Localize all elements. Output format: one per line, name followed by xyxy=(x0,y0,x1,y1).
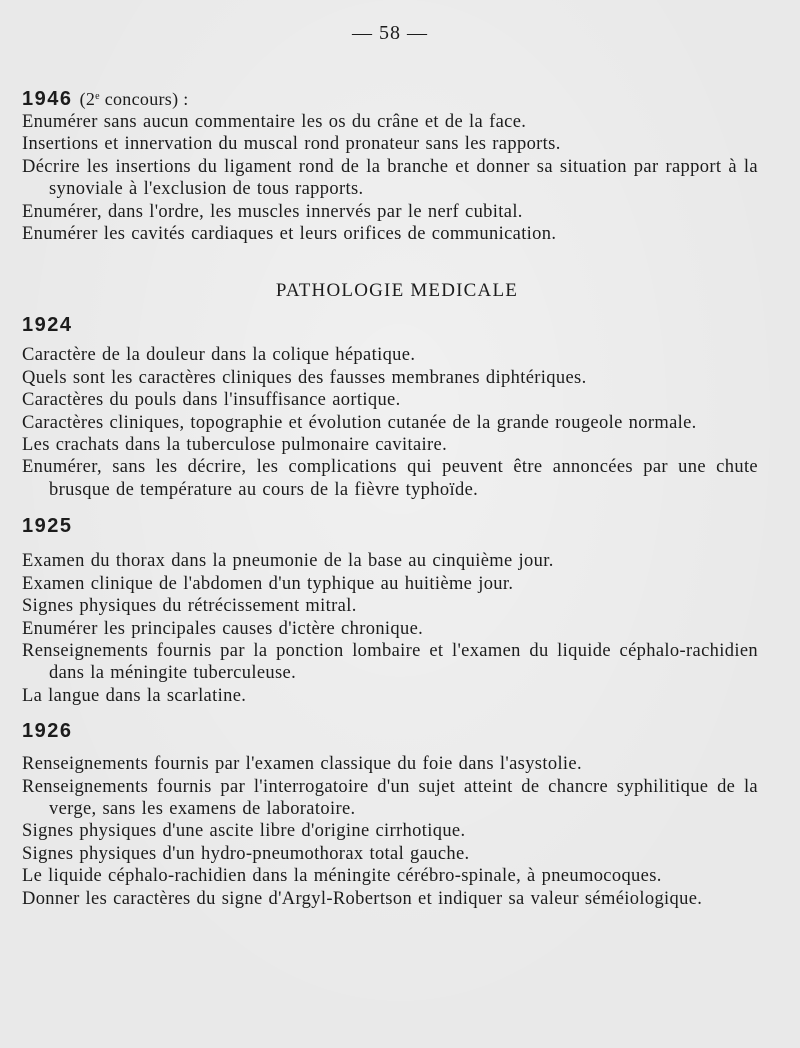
question-item: Caractères du pouls dans l'insuffisance aortique. xyxy=(22,390,401,411)
year-note xyxy=(80,89,189,109)
section-1924 xyxy=(22,313,758,501)
question-item: Examen du thorax dans la pneumonie de la base au cinquième jour. xyxy=(22,551,554,572)
question-item: Signes physiques d'une ascite libre d'origine cirrhotique. xyxy=(22,821,466,842)
year-heading-1946 xyxy=(22,85,758,111)
question-list xyxy=(22,111,758,245)
question-list xyxy=(22,753,758,910)
question-item: Le liquide céphalo-rachidien dans la méningite cérébro-spinale, à pneumocoques. xyxy=(22,866,662,887)
question-item: Examen clinique de l'abdomen d'un typhique au huitième jour. xyxy=(22,573,514,594)
question-item: La langue dans la scarlatine. xyxy=(22,685,247,706)
section-1946 xyxy=(22,85,758,245)
question-item: Enumérer, sans les décrire, les complications qui peuvent être annoncées par une chute brusque de température au cours de la fièvre typhoïde. xyxy=(22,457,758,500)
year-note-suffix: concours) : xyxy=(99,89,189,109)
question-item: Renseignements fournis par la ponction lombaire et l'examen du liquide céphalo-rachidien dans la méningite tuberculeuse. xyxy=(22,640,758,684)
question-item: Enumérer les principales causes d'ictère chronique. xyxy=(22,618,424,639)
section-heading: PATHOLOGIE MEDICALE xyxy=(275,280,519,302)
section-1926 xyxy=(22,719,758,910)
question-list xyxy=(22,550,758,707)
question-item: Décrire les insertions du ligament rond de la branche et donner sa situation par rapport à la synoviale à l'exclusion de tous rapports. xyxy=(22,156,758,200)
year-heading-1926: 1926 xyxy=(22,720,73,743)
section-1925 xyxy=(22,514,758,707)
question-item: Donner les caractères du signe d'Argyl-Robertson et indiquer sa valeur séméiologique. xyxy=(22,888,703,909)
year-note-superscript: e xyxy=(95,91,100,102)
question-item: Renseignements fournis par l'examen classique du foie dans l'asystolie. xyxy=(22,754,582,775)
question-item: Enumérer, dans l'ordre, les muscles innervés par le nerf cubital. xyxy=(22,201,523,222)
year-number: 1946 xyxy=(22,88,73,110)
page-number: — 58 — xyxy=(352,22,428,44)
year-heading-1925: 1925 xyxy=(22,515,73,538)
question-item: Caractère de la douleur dans la colique hépatique. xyxy=(22,345,416,366)
question-item: Caractères cliniques, topographie et évolution cutanée de la grande rougeole normale. xyxy=(22,412,697,433)
question-item: Signes physiques du rétrécissement mitral. xyxy=(22,596,357,617)
question-item: Enumérer sans aucun commentaire les os du crâne et de la face. xyxy=(22,112,527,132)
question-item: Les crachats dans la tuberculose pulmonaire cavitaire. xyxy=(22,435,448,456)
year-note-prefix: (2 xyxy=(79,89,96,109)
question-item: Insertions et innervation du muscal rond pronateur sans les rapports. xyxy=(22,134,561,155)
year-heading-1924: 1924 xyxy=(22,314,73,337)
question-item: Renseignements fournis par l'interrogatoire d'un sujet atteint de chancre syphilitique de la verge, sans les examens de laboratoire. xyxy=(22,776,758,819)
question-item: Quels sont les caractères cliniques des fausses membranes diphtériques. xyxy=(22,367,587,388)
question-item: Enumérer les cavités cardiaques et leurs orifices de communication. xyxy=(22,224,557,245)
question-item: Signes physiques d'un hydro-pneumothorax total gauche. xyxy=(22,843,470,864)
question-list xyxy=(22,344,758,501)
